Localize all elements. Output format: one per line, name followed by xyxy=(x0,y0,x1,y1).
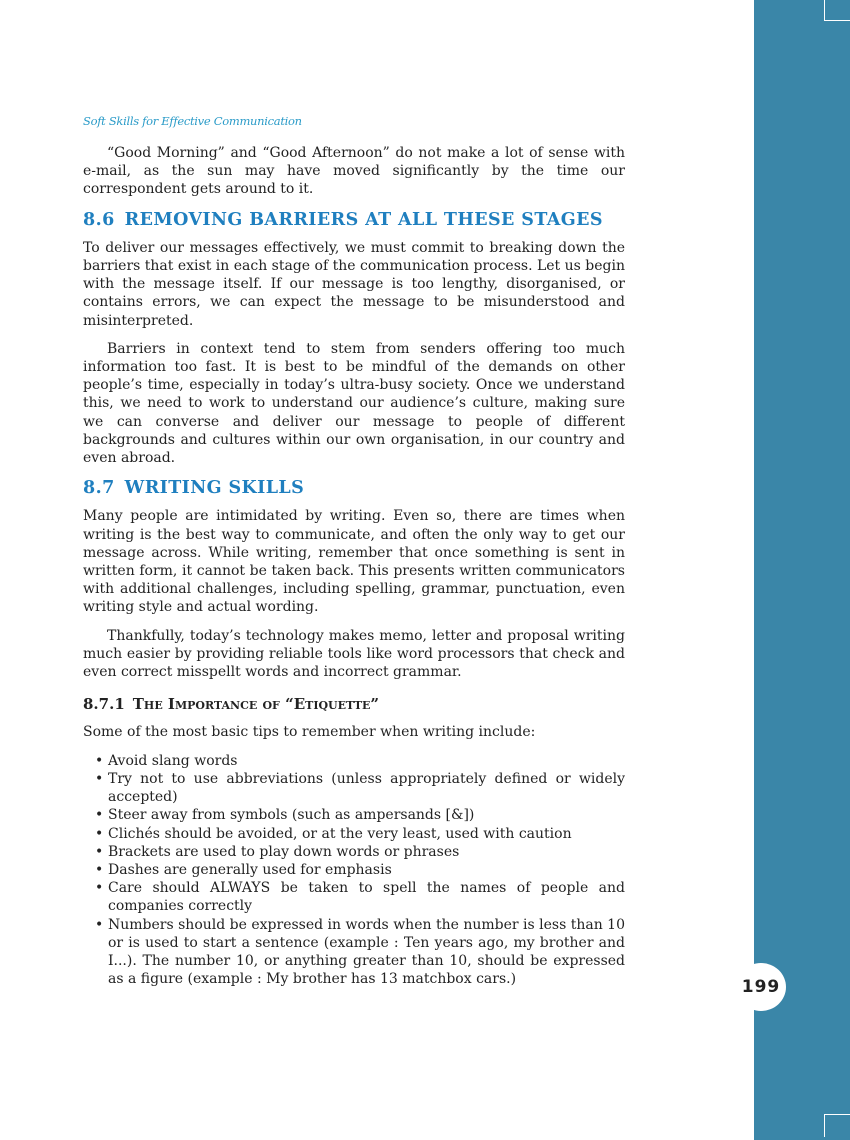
bullet-icon: • xyxy=(95,916,104,933)
list-item-text: Clichés should be avoided, or at the very least, used with caution xyxy=(108,825,572,842)
list-item-text: Numbers should be expressed in words when the number is less than 10 or is used to start a sentence (example : Ten years ago, my brother and I...). The number 10, or anything greater than 10, should be expressed as a figure (example : My brother has 13 matchbox cars.) xyxy=(108,916,625,988)
list-item xyxy=(83,879,625,915)
list-item xyxy=(83,861,625,879)
section-8-6-heading xyxy=(83,211,625,229)
bullet-icon: • xyxy=(95,807,104,824)
running-head: Soft Skills for Effective Communication xyxy=(83,114,302,128)
list-item xyxy=(83,843,625,861)
list-item-text: Try not to use abbreviations (unless appropriately defined or widely accepted) xyxy=(108,770,625,806)
list-item-text: Steer away from symbols (such as ampersands [&]) xyxy=(108,807,475,824)
tips-list xyxy=(83,752,625,989)
bullet-icon: • xyxy=(95,825,104,842)
tips-lead: Some of the most basic tips to remember when writing include: xyxy=(83,724,536,741)
section-8-7-paragraph-2: Thankfully, today’s technology makes memo, letter and proposal writing much easier by providing reliable tools like word processors that check and even correct misspellt words and incorrect grammar. xyxy=(83,627,625,681)
list-item xyxy=(83,825,625,843)
section-title: WRITING SKILLS xyxy=(124,478,305,499)
list-item xyxy=(83,770,625,806)
section-8-7-1-heading xyxy=(83,695,625,713)
list-item xyxy=(83,806,625,824)
bullet-icon: • xyxy=(95,752,104,769)
section-8-7-heading xyxy=(83,479,625,497)
section-number: 8.7 xyxy=(83,478,115,499)
section-8-6-paragraph-2: Barriers in context tend to stem from senders offering too much information too fast. It is best to be mindful of the demands on other people’s time, especially in today’s ultra-busy society. Once we understand this, we need to work to understand our audience’s culture, making sure we can converse and deliver our message to people of different backgrounds and cultures within our own organisation, in our country and even abroad. xyxy=(83,340,625,467)
section-8-7-paragraph-1: Many people are intimidated by writing. Even so, there are times when writing is the best way to communicate, and often the only way to get our message across. While writing, remember that once something is sent in written form, it cannot be taken back. This presents written communicators with additional challenges, including spelling, grammar, punctuation, even writing style and actual wording. xyxy=(83,508,625,616)
section-8-6-paragraph-1: To deliver our messages effectively, we must commit to breaking down the barriers that exist in each stage of the communication process. Let us begin with the message itself. If our message is too lengthy, disorganised, or contains errors, we can expect the message to be misunderstood and misinterpreted. xyxy=(83,239,625,329)
subsection-number: 8.7.1 xyxy=(83,695,125,714)
list-item xyxy=(83,752,625,770)
list-item-text: Dashes are generally used for emphasis xyxy=(108,861,392,878)
list-item-text: Brackets are used to play down words or phrases xyxy=(108,843,460,860)
page-content xyxy=(83,144,625,988)
bullet-icon: • xyxy=(95,843,104,860)
subsection-title: The Importance of “Etiquette” xyxy=(132,695,380,714)
list-item-text: Care should ALWAYS be taken to spell the names of people and companies correctly xyxy=(108,880,625,915)
crop-mark-bottom xyxy=(824,1114,850,1137)
crop-mark-top xyxy=(824,0,850,21)
list-item xyxy=(83,916,625,989)
bullet-icon: • xyxy=(95,770,104,787)
intro-paragraph: “Good Morning” and “Good Afternoon” do not make a lot of sense with e-mail, as the sun may have moved significantly by the time our correspondent gets around to it. xyxy=(83,145,625,198)
page-number: 199 xyxy=(736,963,786,1011)
bullet-icon: • xyxy=(95,861,104,878)
section-number: 8.6 xyxy=(83,209,115,230)
list-item-text: Avoid slang words xyxy=(108,752,238,769)
bullet-icon: • xyxy=(95,880,104,897)
section-title: REMOVING BARRIERS AT ALL THESE STAGES xyxy=(124,209,603,230)
